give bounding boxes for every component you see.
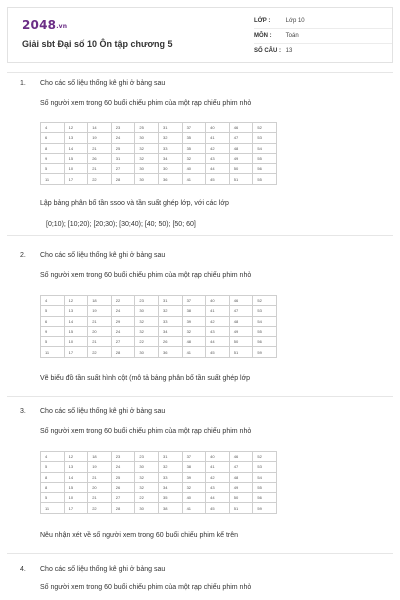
- table-row: [41, 306, 277, 316]
- table-cell: 13: [64, 133, 88, 143]
- table-cell: 33: [158, 472, 182, 482]
- table-cell: 42: [206, 316, 230, 326]
- table-cell: 30: [135, 164, 159, 174]
- table-row: [41, 326, 277, 336]
- table-row: [41, 337, 277, 347]
- table-cell: 37: [182, 296, 206, 306]
- table-cell: 15: [64, 326, 88, 336]
- table-cell: 32: [135, 326, 159, 336]
- table-cell: 10: [64, 164, 88, 174]
- table-cell: 25: [111, 472, 135, 482]
- table-cell: 41: [206, 462, 230, 472]
- table-caption: Số người xem trong 60 buổi chiếu phim của một rạp chiếu phim nhỏ: [40, 584, 252, 591]
- site-logo[interactable]: [22, 18, 67, 32]
- table-cell: 41: [206, 306, 230, 316]
- table-cell: 40: [206, 452, 230, 462]
- table-cell: 24: [111, 326, 135, 336]
- table-row: [41, 493, 277, 503]
- table-row: [41, 452, 277, 462]
- table-cell: 50: [229, 337, 253, 347]
- table-cell: 11: [41, 503, 65, 513]
- problem-number: 3.: [20, 408, 26, 415]
- table-cell: 59: [253, 347, 277, 357]
- table-cell: 48: [229, 472, 253, 482]
- table-cell: 4: [41, 296, 65, 306]
- table-cell: 49: [229, 482, 253, 492]
- table-cell: 5: [41, 493, 65, 503]
- table-cell: 51: [229, 503, 253, 513]
- table-cell: 21: [88, 143, 112, 153]
- problem-number: 2.: [20, 252, 26, 259]
- table-cell: 39: [182, 316, 206, 326]
- table-cell: 12: [64, 296, 88, 306]
- table-cell: 30: [135, 174, 159, 184]
- table-row: [41, 174, 277, 184]
- table-caption: Số người xem trong 60 buổi chiếu phim của một rạp chiếu phim nhỏ: [40, 272, 252, 279]
- table-cell: 23: [111, 452, 135, 462]
- table-cell: 37: [182, 452, 206, 462]
- table-cell: 26: [111, 482, 135, 492]
- table-cell: 43: [206, 482, 230, 492]
- problem-task: Lập bảng phân bố tần ssoo và tần suất ghép lớp, với các lớp: [40, 200, 229, 207]
- table-cell: 52: [253, 452, 277, 462]
- table-cell: 6: [41, 133, 65, 143]
- table-cell: 54: [253, 316, 277, 326]
- table-cell: 47: [229, 133, 253, 143]
- table-cell: 44: [206, 337, 230, 347]
- table-cell: 19: [88, 462, 112, 472]
- table-cell: 23: [135, 452, 159, 462]
- table-cell: 32: [182, 326, 206, 336]
- table-cell: 21: [88, 472, 112, 482]
- meta-class-label: LỚP :: [254, 18, 271, 24]
- table-cell: 48: [229, 316, 253, 326]
- problem-intro: Cho các số liệu thống kê ghi ở bảng sau: [40, 80, 166, 87]
- table-cell: 35: [158, 493, 182, 503]
- table-cell: 36: [158, 347, 182, 357]
- table-cell: 53: [253, 133, 277, 143]
- document-header: [7, 7, 393, 63]
- table-cell: 49: [229, 153, 253, 163]
- table-cell: 5: [41, 306, 65, 316]
- table-row: [41, 296, 277, 306]
- table-cell: 15: [64, 482, 88, 492]
- table-row: [41, 316, 277, 326]
- table-cell: 41: [182, 347, 206, 357]
- table-cell: 48: [229, 143, 253, 153]
- table-cell: 32: [135, 153, 159, 163]
- table-cell: 41: [182, 503, 206, 513]
- table-cell: 32: [182, 153, 206, 163]
- table-cell: 24: [111, 462, 135, 472]
- table-cell: 46: [229, 123, 253, 133]
- table-row: [41, 123, 277, 133]
- table-cell: 44: [206, 164, 230, 174]
- table-cell: 36: [158, 174, 182, 184]
- table-cell: 14: [88, 123, 112, 133]
- table-cell: 8: [41, 143, 65, 153]
- table-cell: 56: [253, 493, 277, 503]
- table-cell: 28: [111, 174, 135, 184]
- table-cell: 46: [229, 296, 253, 306]
- table-cell: 17: [64, 174, 88, 184]
- table-cell: 45: [206, 347, 230, 357]
- table-cell: 9: [41, 153, 65, 163]
- table-cell: 38: [182, 462, 206, 472]
- problem-number: 4.: [20, 566, 26, 573]
- section-divider: [7, 72, 393, 73]
- table-cell: 30: [135, 133, 159, 143]
- table-cell: 47: [229, 462, 253, 472]
- table-cell: 21: [88, 164, 112, 174]
- table-cell: 4: [41, 452, 65, 462]
- table-cell: 30: [135, 462, 159, 472]
- table-cell: 55: [253, 153, 277, 163]
- table-cell: 30: [135, 306, 159, 316]
- table-cell: 22: [88, 503, 112, 513]
- data-table: [40, 122, 277, 185]
- table-cell: 27: [111, 493, 135, 503]
- table-cell: 29: [111, 316, 135, 326]
- table-cell: 35: [182, 143, 206, 153]
- problem-list: [0, 63, 400, 600]
- table-cell: 28: [111, 347, 135, 357]
- table-row: [41, 133, 277, 143]
- table-cell: 12: [64, 452, 88, 462]
- table-cell: 14: [64, 143, 88, 153]
- table-cell: 25: [111, 143, 135, 153]
- table-cell: 19: [88, 133, 112, 143]
- table-cell: 23: [135, 296, 159, 306]
- table-cell: 27: [111, 164, 135, 174]
- table-cell: 53: [253, 306, 277, 316]
- table-row: [41, 347, 277, 357]
- table-cell: 32: [158, 462, 182, 472]
- table-cell: 32: [182, 482, 206, 492]
- section-divider: [7, 396, 393, 397]
- table-cell: 10: [64, 493, 88, 503]
- table-cell: 18: [88, 452, 112, 462]
- problem-intro: Cho các số liệu thống kê ghi ở bảng sau: [40, 566, 166, 573]
- table-row: [41, 503, 277, 513]
- problem-number: 1.: [20, 80, 26, 87]
- table-cell: 48: [182, 337, 206, 347]
- table-caption: Số người xem trong 60 buổi chiếu phim của một rạp chiếu phim nhỏ: [40, 428, 252, 435]
- table-cell: 13: [64, 462, 88, 472]
- table-cell: 32: [135, 316, 159, 326]
- table-cell: 6: [41, 316, 65, 326]
- table-cell: 55: [253, 326, 277, 336]
- table-cell: 17: [64, 503, 88, 513]
- table-cell: 59: [253, 503, 277, 513]
- table-cell: 15: [64, 153, 88, 163]
- table-cell: 47: [229, 306, 253, 316]
- table-row: [41, 472, 277, 482]
- meta-count-value: 13: [285, 48, 293, 54]
- table-row: [41, 482, 277, 492]
- table-cell: 19: [88, 306, 112, 316]
- table-cell: 9: [41, 326, 65, 336]
- page-title: Giải sbt Đại số 10 Ôn tập chương 5: [22, 39, 173, 49]
- problem-intro: Cho các số liệu thống kê ghi ở bảng sau: [40, 252, 166, 259]
- table-cell: 30: [135, 503, 159, 513]
- table-cell: 28: [111, 503, 135, 513]
- table-cell: 22: [135, 337, 159, 347]
- table-cell: 51: [229, 347, 253, 357]
- table-cell: 42: [206, 143, 230, 153]
- table-row: [41, 153, 277, 163]
- problem-classes: [0;10); [10;20); [20;30); [30;40); [40; 50); [50; 60]: [46, 221, 196, 228]
- table-cell: 44: [206, 493, 230, 503]
- table-cell: 33: [158, 143, 182, 153]
- table-cell: 31: [158, 296, 182, 306]
- table-cell: 11: [41, 174, 65, 184]
- table-cell: 24: [111, 133, 135, 143]
- section-divider: [7, 235, 393, 236]
- table-cell: 21: [88, 337, 112, 347]
- table-cell: 27: [111, 337, 135, 347]
- table-cell: 39: [182, 472, 206, 482]
- table-cell: 34: [158, 326, 182, 336]
- table-row: [41, 164, 277, 174]
- problem-intro: Cho các số liệu thống kê ghi ở bảng sau: [40, 408, 166, 415]
- table-cell: 40: [206, 296, 230, 306]
- table-cell: 14: [64, 316, 88, 326]
- table-cell: 41: [182, 174, 206, 184]
- table-cell: 26: [158, 337, 182, 347]
- table-cell: 52: [253, 123, 277, 133]
- data-table: [40, 295, 277, 358]
- table-cell: 56: [253, 164, 277, 174]
- meta-divider: [254, 43, 392, 44]
- table-cell: 31: [158, 452, 182, 462]
- meta-divider: [254, 28, 392, 29]
- table-cell: 46: [229, 452, 253, 462]
- table-cell: 20: [88, 326, 112, 336]
- meta-count-label: SỐ CÂU :: [254, 48, 281, 54]
- table-cell: 18: [88, 296, 112, 306]
- table-cell: 35: [182, 133, 206, 143]
- table-cell: 54: [253, 472, 277, 482]
- table-cell: 32: [135, 143, 159, 153]
- table-cell: 43: [206, 153, 230, 163]
- table-cell: 21: [88, 493, 112, 503]
- meta-count: [254, 48, 292, 54]
- table-cell: 33: [158, 316, 182, 326]
- table-cell: 22: [135, 493, 159, 503]
- section-divider: [7, 553, 393, 554]
- table-cell: 12: [64, 123, 88, 133]
- table-cell: 55: [253, 174, 277, 184]
- table-cell: 32: [135, 472, 159, 482]
- table-cell: 50: [229, 493, 253, 503]
- table-cell: 26: [88, 153, 112, 163]
- table-cell: 5: [41, 337, 65, 347]
- logo-main: 2048: [22, 18, 57, 32]
- table-cell: 8: [41, 472, 65, 482]
- meta-class-value: Lớp 10: [285, 18, 305, 24]
- table-cell: 5: [41, 462, 65, 472]
- table-cell: 4: [41, 123, 65, 133]
- table-cell: 13: [64, 306, 88, 316]
- table-cell: 22: [88, 174, 112, 184]
- table-cell: 34: [158, 482, 182, 492]
- table-cell: 40: [206, 123, 230, 133]
- table-caption: Số người xem trong 60 buổi chiếu phim của một rạp chiếu phim nhỏ: [40, 100, 252, 107]
- meta-subject: [254, 33, 299, 39]
- table-cell: 40: [182, 493, 206, 503]
- table-cell: 21: [88, 316, 112, 326]
- table-cell: 31: [158, 123, 182, 133]
- data-table: [40, 451, 277, 514]
- logo-suffix: .vn: [56, 23, 68, 30]
- table-cell: 49: [229, 326, 253, 336]
- table-cell: 32: [135, 482, 159, 492]
- table-cell: 24: [111, 306, 135, 316]
- table-cell: 30: [158, 164, 182, 174]
- table-cell: 37: [182, 123, 206, 133]
- table-cell: 38: [182, 306, 206, 316]
- meta-subject-label: MÔN :: [254, 33, 272, 39]
- table-cell: 43: [206, 326, 230, 336]
- table-cell: 54: [253, 143, 277, 153]
- meta-subject-value: Toán: [285, 33, 299, 39]
- table-cell: 30: [135, 347, 159, 357]
- table-cell: 32: [158, 133, 182, 143]
- table-cell: 25: [135, 123, 159, 133]
- table-cell: 45: [206, 503, 230, 513]
- table-cell: 50: [229, 164, 253, 174]
- table-row: [41, 143, 277, 153]
- table-cell: 34: [158, 153, 182, 163]
- problem-task: Vẽ biểu đồ tần suất hình cột (mô tả bảng phân bố tần suất ghép lớp: [40, 375, 251, 382]
- table-cell: 55: [253, 482, 277, 492]
- table-cell: 11: [41, 347, 65, 357]
- table-cell: 22: [88, 347, 112, 357]
- table-cell: 32: [158, 306, 182, 316]
- table-cell: 53: [253, 462, 277, 472]
- table-cell: 8: [41, 482, 65, 492]
- table-cell: 20: [88, 482, 112, 492]
- table-cell: 51: [229, 174, 253, 184]
- table-row: [41, 462, 277, 472]
- table-cell: 22: [111, 296, 135, 306]
- table-cell: 40: [182, 164, 206, 174]
- table-cell: 38: [158, 503, 182, 513]
- table-cell: 10: [64, 337, 88, 347]
- table-cell: 31: [111, 153, 135, 163]
- table-cell: 45: [206, 174, 230, 184]
- table-cell: 17: [64, 347, 88, 357]
- table-cell: 23: [111, 123, 135, 133]
- problem-task: Nêu nhận xét về số người xem trong 60 buổi chiếu phim kể trên: [40, 532, 238, 539]
- meta-class: [254, 18, 305, 24]
- table-cell: 41: [206, 133, 230, 143]
- table-cell: 42: [206, 472, 230, 482]
- table-cell: 14: [64, 472, 88, 482]
- table-cell: 52: [253, 296, 277, 306]
- table-cell: 56: [253, 337, 277, 347]
- table-cell: 5: [41, 164, 65, 174]
